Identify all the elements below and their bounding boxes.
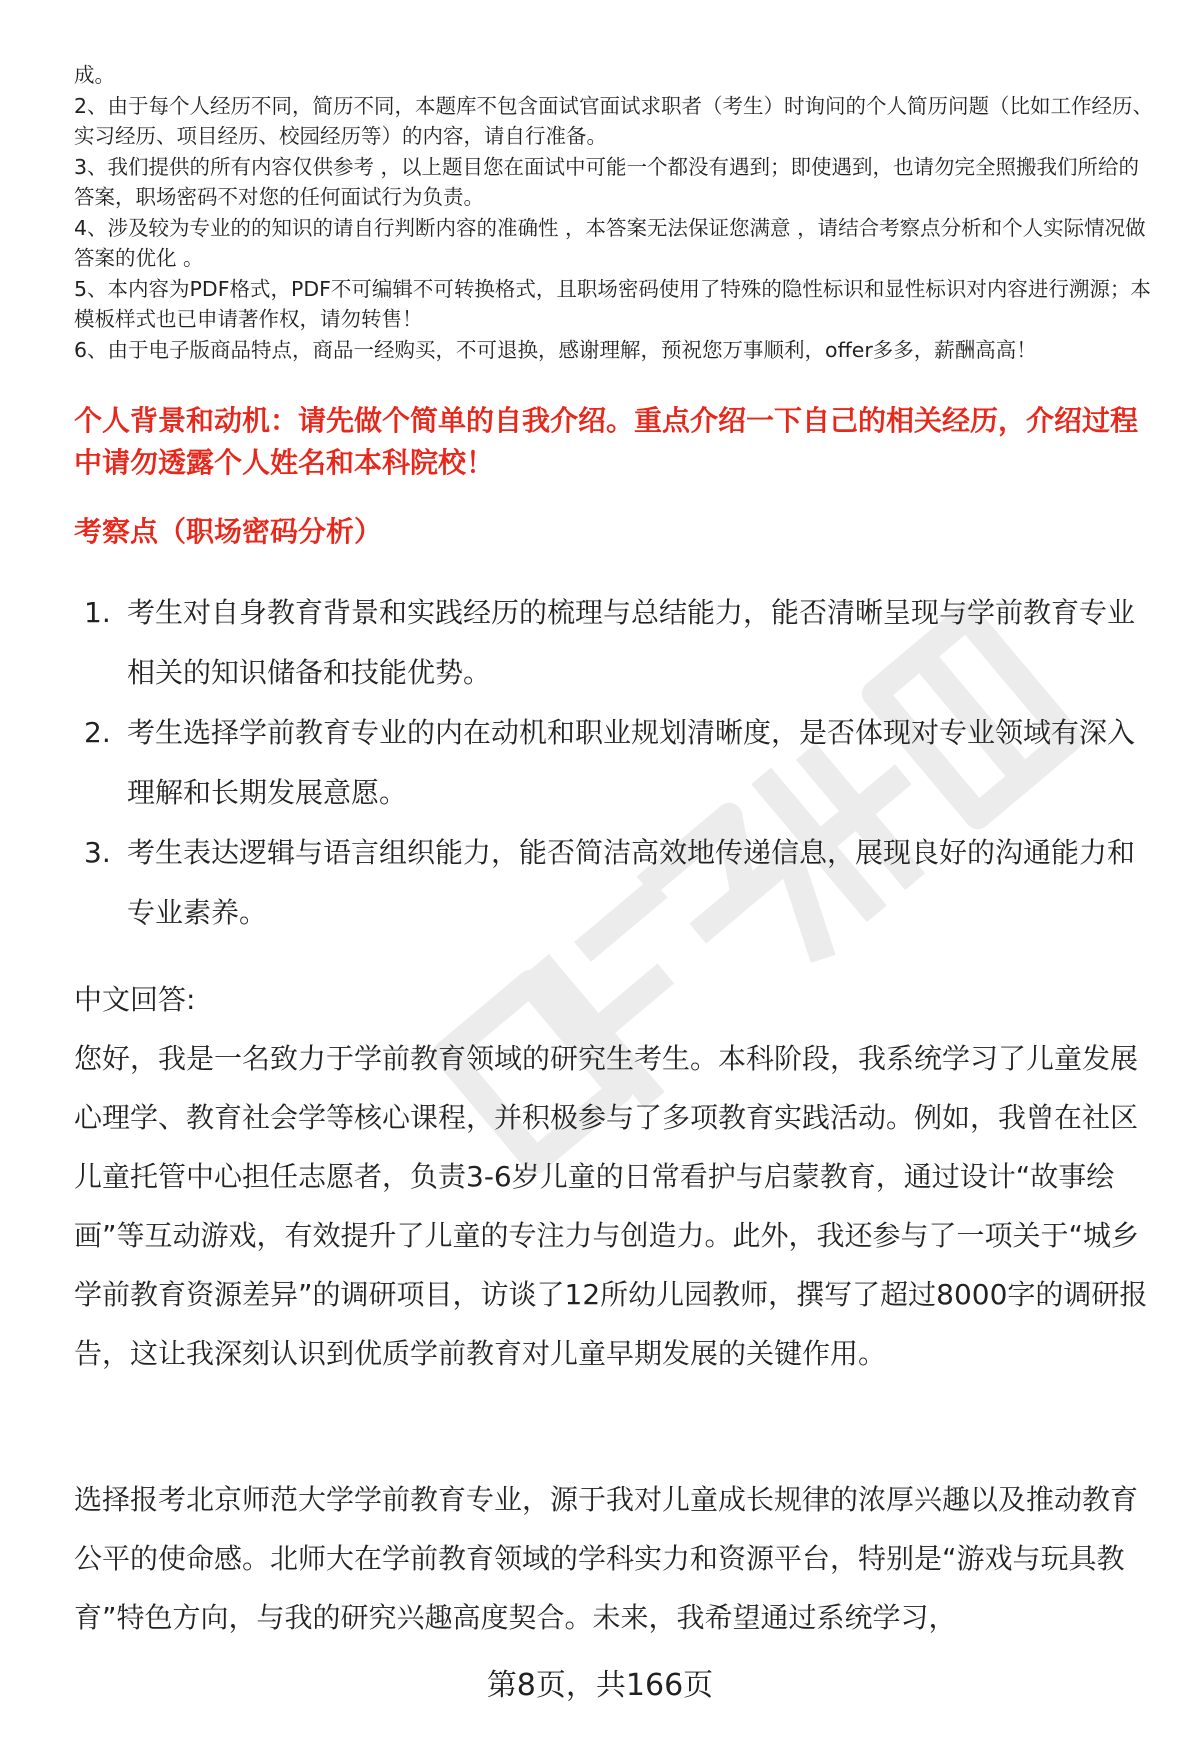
answer-label: 中文回答:: [74, 983, 196, 1016]
note-line: 成。: [74, 63, 115, 87]
key-point-number: 2.: [84, 716, 111, 749]
note-line: 6、由于电子版商品特点，商品一经购买，不可退换，感谢理解，预祝您万事顺利，offer多多，薪酬高高！: [74, 337, 1037, 362]
disclaimer-notes: [74, 60, 1154, 365]
key-point-item: [84, 703, 1154, 823]
note-line: 2、由于每个人经历不同，简历不同，本题库不包含面试官面试求职者（考生）时询问的个人简历问题（比如工作经历、实习经历、项目经历、校园经历等）的内容，请自行准备。: [74, 93, 1154, 148]
answer-section: [74, 970, 1164, 1383]
key-point-item: [84, 823, 1154, 943]
key-point-number: 3.: [84, 836, 111, 869]
key-point-text: 考生选择学前教育专业的内在动机和职业规划清晰度，是否体现对专业领域有深入理解和长期发展意愿。: [127, 716, 1136, 809]
answer-paragraph: 选择报考北京师范大学学前教育专业，源于我对儿童成长规律的浓厚兴趣以及推动教育公平的使命感。北师大在学前教育领域的学科实力和资源平台，特别是“游戏与玩具教育”特色方向，与我的研究兴趣高度契合。未来，我希望通过系统学习，: [74, 1483, 1139, 1634]
note-line: 3、我们提供的所有内容仅供参考 ，以上题目您在面试中可能一个都没有遇到；即使遇到，也请勿完全照搬我们所给的答案，职场密码不对您的任何面试行为负责。: [74, 154, 1140, 209]
note-line: 4、涉及较为专业的的知识的请自行判断内容的准确性 ，本答案无法保证您满意 ，请结合考察点分析和个人实际情况做答案的优化 。: [74, 215, 1146, 270]
key-point-number: 1.: [84, 596, 111, 629]
note-line: 5、本内容为PDF格式，PDF不可编辑不可转换格式，且职场密码使用了特殊的隐性标识和显性标识对内容进行溯源；本模板样式也已申请著作权，请勿转售！: [74, 276, 1151, 331]
key-points-list: [84, 583, 1154, 943]
page-number: 第8页，共166页: [486, 1668, 714, 1703]
key-point-text: 考生表达逻辑与语言组织能力，能否简洁高效地传递信息，展现良好的沟通能力和专业素养。: [127, 836, 1136, 929]
answer-paragraph: 您好，我是一名致力于学前教育领域的研究生考生。本科阶段，我系统学习了儿童发展心理学、教育社会学等核心课程，并积极参与了多项教育实践活动。例如，我曾在社区儿童托管中心担任志愿者，负责3-6岁儿童的日常看护与启蒙教育，通过设计“故事绘画”等互动游戏，有效提升了儿童的专注力与创造力。此外，我还参与了一项关于“城乡学前教育资源差异”的调研项目，访谈了12所幼儿园教师，撰写了超过8000字的调研报告，这让我深刻认识到优质学前教育对儿童早期发展的关键作用。: [74, 1042, 1148, 1370]
key-point-item: [84, 583, 1154, 703]
key-point-text: 考生对自身教育背景和实践经历的梳理与总结能力，能否清晰呈现与学前教育专业相关的知识储备和技能优势。: [127, 596, 1136, 689]
key-points-title: 考察点（职场密码分析）: [74, 515, 383, 548]
question-title: 个人背景和动机：请先做个简单的自我介绍。重点介绍一下自己的相关经历，介绍过程中请勿透露个人姓名和本科院校！: [74, 404, 1139, 479]
